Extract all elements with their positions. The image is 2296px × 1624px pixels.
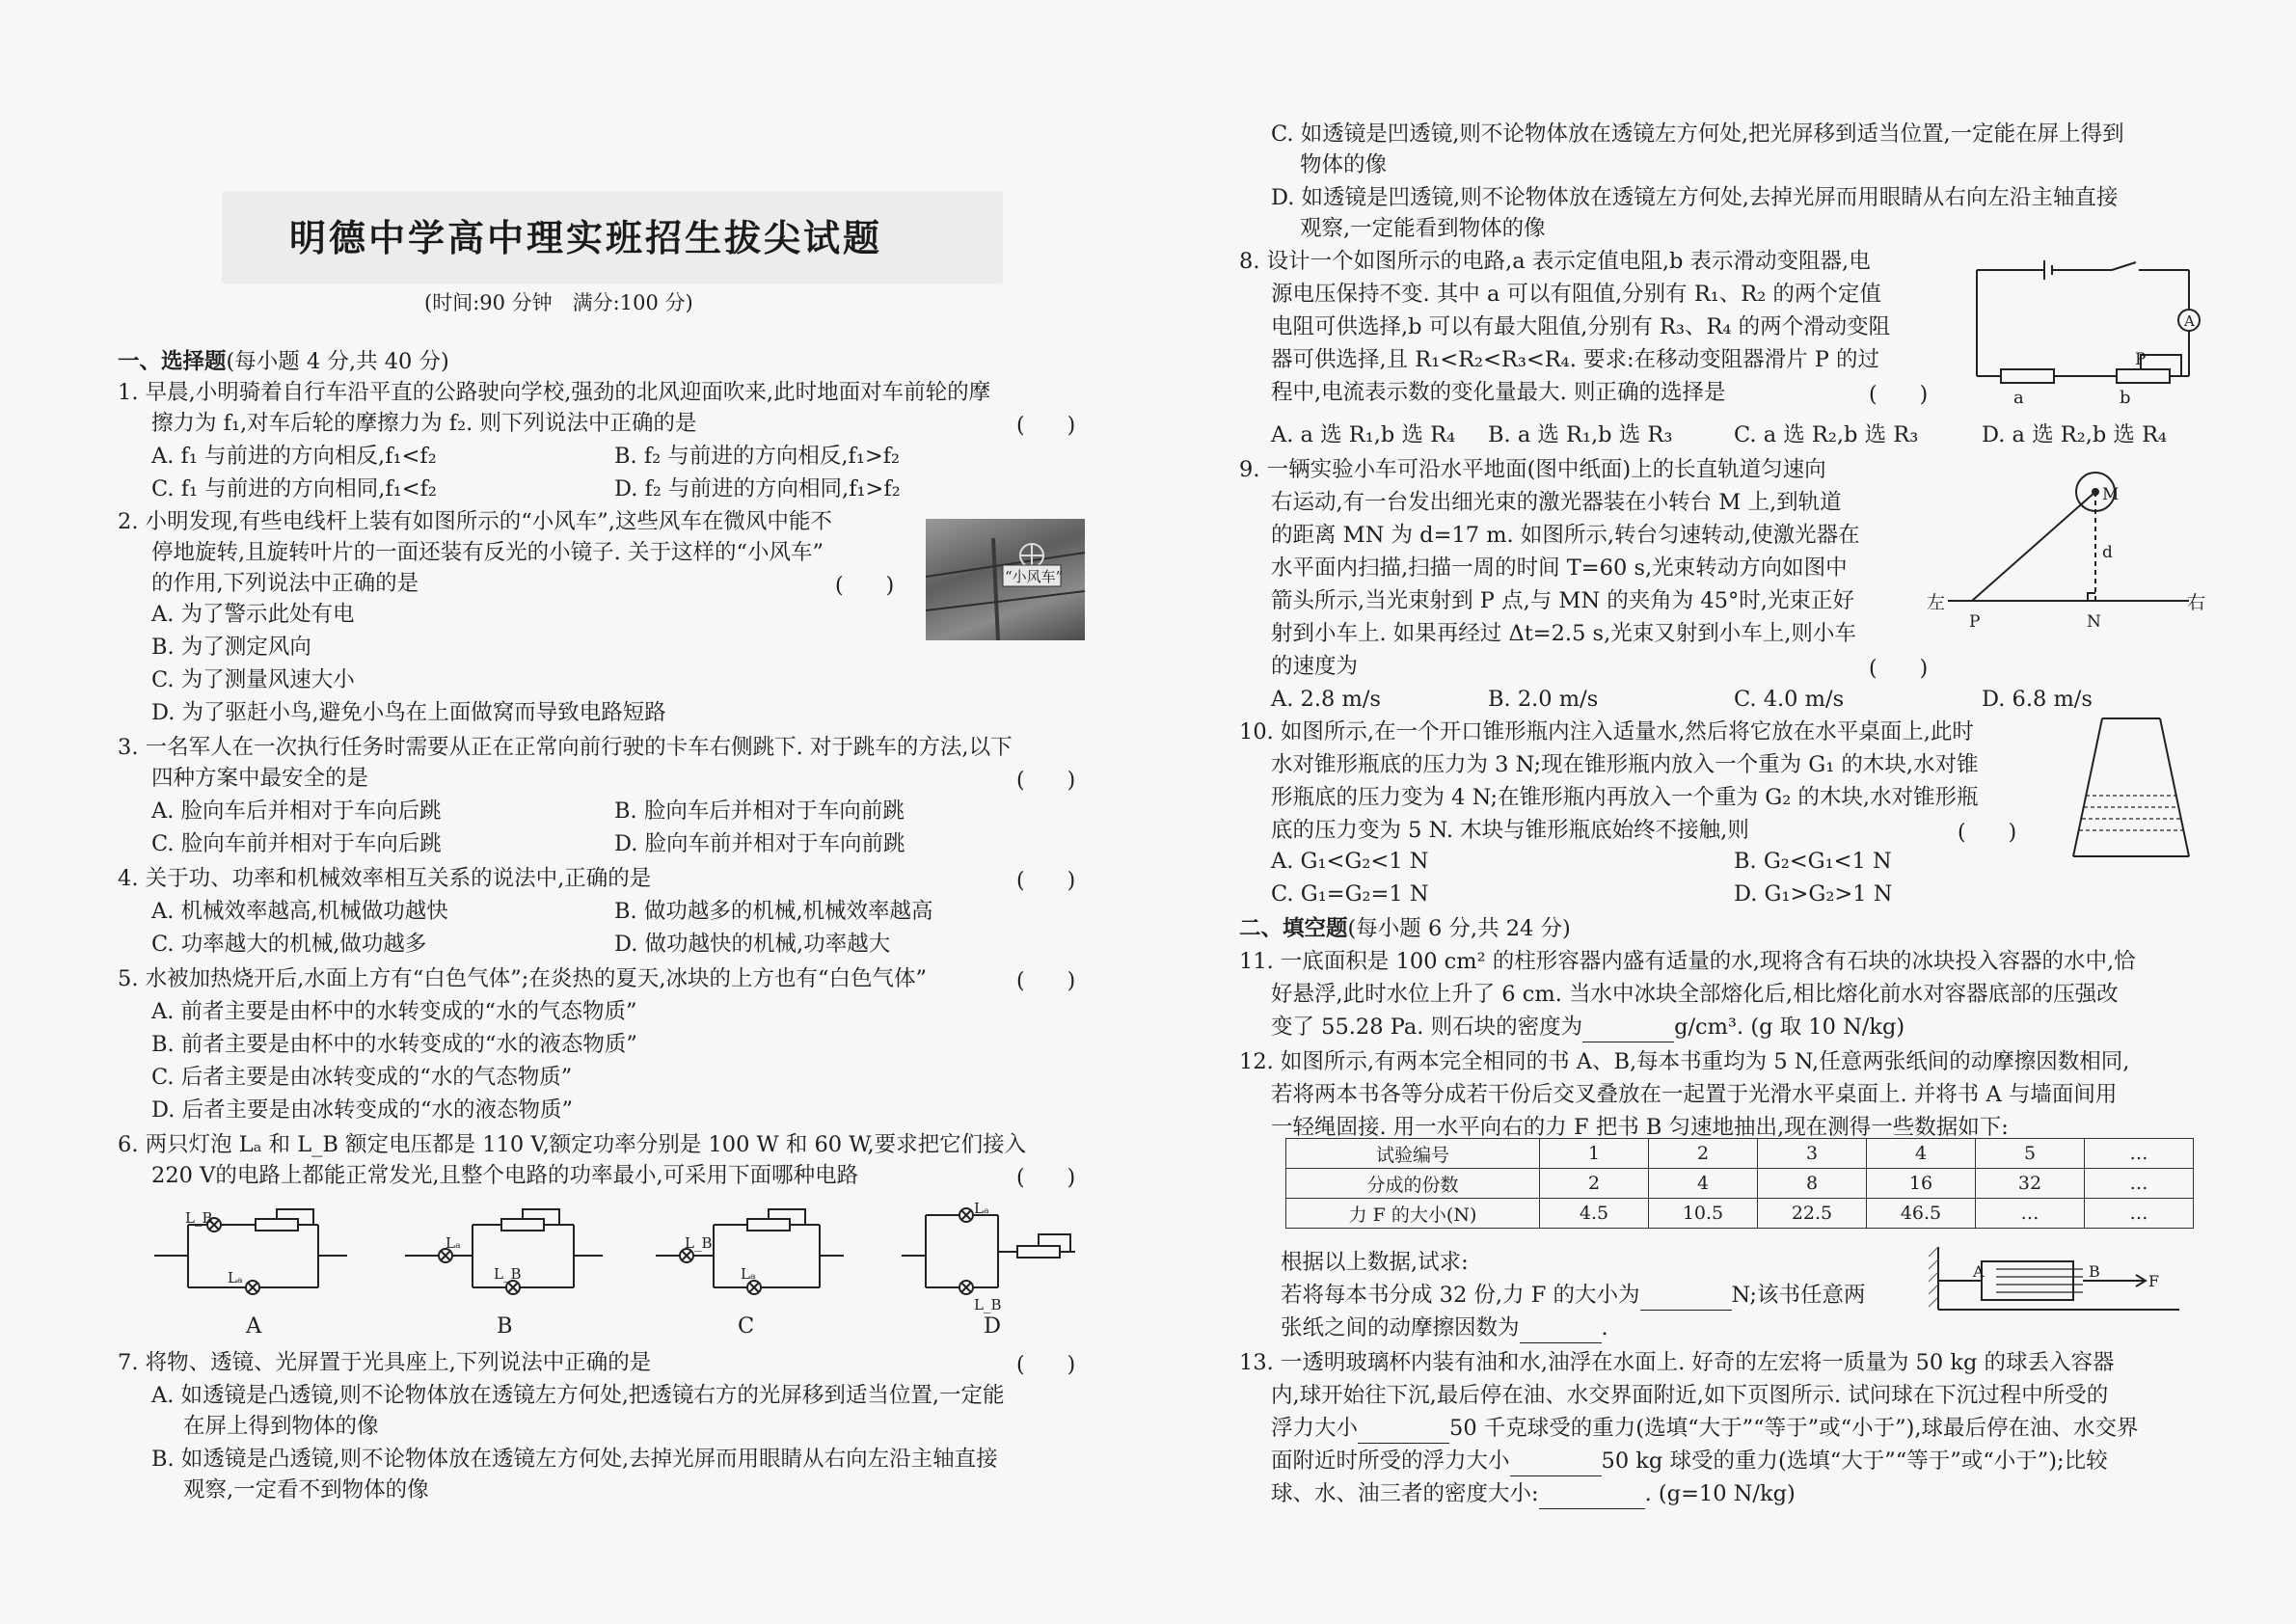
q12-line6-start: 张纸之间的动摩擦因数为: [1281, 1315, 1520, 1340]
q13-buoyancy-sinking-blank[interactable]: [1358, 1414, 1449, 1444]
q12-book-a-label: A: [1973, 1262, 1985, 1281]
q12-friction-blank[interactable]: [1520, 1313, 1602, 1343]
q9-line2: 右运动,有一台发出细光束的激光器装在小转台 M 上,到轨道: [1271, 490, 1842, 515]
exam-title: 明德中学高中理实班招生拔尖试题: [289, 217, 883, 259]
table-cell: 2: [1649, 1139, 1758, 1169]
q2-line3: 的作用,下列说法中正确的是: [151, 571, 419, 596]
section2-heading: [1239, 914, 1571, 943]
q9-option-c: C. 4.0 m/s: [1734, 687, 1845, 712]
q13-line3: [1271, 1414, 2139, 1444]
q8-resistor-a-label: a: [2013, 388, 2024, 408]
q12-book-b-label: B: [2089, 1262, 2100, 1281]
table-cell: 4: [1649, 1169, 1758, 1199]
row-header: 分成的份数: [1286, 1169, 1540, 1199]
circuit-a: [154, 1209, 347, 1294]
table-row: [1286, 1199, 2194, 1229]
q13-line4: [1271, 1447, 2108, 1476]
q1-answer-paren: ( ): [1016, 414, 1076, 438]
circuit-b-lamp-a: Lₐ: [446, 1234, 461, 1252]
q7-option-a-line2: 在屏上得到物体的像: [183, 1414, 379, 1439]
table-cell: 8: [1758, 1169, 1867, 1199]
table-cell: 16: [1867, 1169, 1976, 1199]
q5-answer-paren: ( ): [1016, 969, 1076, 993]
q9-option-d: D. 6.8 m/s: [1982, 687, 2093, 712]
table-cell: 1: [1540, 1139, 1649, 1169]
q8-slider-p-label: P: [2135, 350, 2147, 369]
q12-line5-end: N;该书任意两: [1731, 1283, 1866, 1308]
circuit-c-label: C: [738, 1313, 755, 1339]
circuit-b-label: B: [497, 1313, 513, 1339]
q7-option-b-line2: 观察,一定看不到物体的像: [183, 1477, 429, 1502]
q12-data-table: [1285, 1138, 2194, 1229]
q13-line5-end: . (g=10 N/kg): [1644, 1481, 1796, 1506]
q13-line3-end: 50 千克球受的重力(选填“大于”“等于”或“小于”),球最后停在油、水交界: [1449, 1416, 2139, 1441]
q4-option-a: A. 机械效率越高,机械做功越快: [151, 899, 448, 924]
circuit-a-lamp-b: L_B: [185, 1209, 213, 1227]
q12-line4: 根据以上数据,试求:: [1281, 1250, 1469, 1275]
q6-line2: 220 V的电路上都能正常发光,且整个电路的功率最小,可采用下面哪种电路: [151, 1163, 859, 1188]
section2-title: 二、填空题: [1239, 916, 1348, 941]
q13-line4-end: 50 kg 球受的重力(选填“大于”“等于”或“小于”);比较: [1601, 1448, 2108, 1474]
q12-line6-end: .: [1601, 1315, 1608, 1340]
table-cell: …: [2085, 1139, 2194, 1169]
q11-answer-blank[interactable]: [1582, 1013, 1674, 1042]
section1-note: (每小题 4 分,共 40 分): [226, 349, 449, 374]
q10-option-d: D. G₁>G₂>1 N: [1734, 881, 1893, 907]
q13-density-blank[interactable]: [1539, 1479, 1645, 1509]
q13-line5: [1271, 1479, 1796, 1509]
circuit-c-lamp-b: L_B: [685, 1234, 713, 1252]
q3-option-d: D. 脸向车前并相对于车向前跳: [614, 831, 905, 856]
q8-answer-paren: ( ): [1869, 383, 1929, 407]
table-row: [1286, 1139, 2194, 1169]
q3-line2: 四种方案中最安全的是: [151, 766, 369, 791]
q3-option-b: B. 脸向车后并相对于车向前跳: [614, 798, 905, 824]
exam-subtitle: (时间:90 分钟 满分:100 分): [424, 291, 693, 314]
q12-line3: 一轻绳固接. 用一水平向右的力 F 把书 B 匀速地抽出,现在测得一些数据如下:: [1271, 1115, 2009, 1140]
q7-option-b-line1: B. 如透镜是凸透镜,则不论物体放在透镜左方何处,去掉光屏而用眼睛从右向左沿主轴直接: [151, 1447, 998, 1472]
q9-n-label: N: [2087, 612, 2101, 632]
q10-option-a: A. G₁<G₂<1 N: [1271, 849, 1429, 874]
circuit-b-lamp-b: L_B: [494, 1265, 522, 1283]
windmill-photo-label: “小风车”: [1005, 568, 1064, 585]
q2-option-d: D. 为了驱赶小鸟,避免小鸟在上面做窝而导致电路短路: [151, 700, 666, 725]
table-cell: 22.5: [1758, 1199, 1867, 1229]
q6-line1: 6. 两只灯泡 Lₐ 和 L_B 额定电压都是 110 V,额定功率分别是 100 W 和 60 W,要求把它们接入: [118, 1132, 1027, 1157]
q9-m-label: M: [2102, 485, 2120, 504]
q9-line4: 水平面内扫描,扫描一周的时间 T=60 s,光束转动方向如图中: [1271, 555, 1848, 581]
q9-left-label: 左: [1927, 592, 1946, 613]
q12-line5: [1281, 1281, 1865, 1311]
q9-option-b: B. 2.0 m/s: [1488, 687, 1599, 712]
q12-line5-start: 若将每本书分成 32 份,力 F 的大小为: [1281, 1283, 1640, 1308]
q4-option-d: D. 做功越快的机械,功率越大: [614, 932, 891, 957]
q7-answer-paren: ( ): [1016, 1353, 1076, 1377]
q8-line2: 源电压保持不变. 其中 a 可以有阻值,分别有 R₁、R₂ 的两个定值: [1271, 282, 1881, 307]
q4-option-b: B. 做功越多的机械,机械效率越高: [614, 899, 933, 924]
table-cell: 5: [1976, 1139, 2085, 1169]
q5-option-b: B. 前者主要是由杯中的水转变成的“水的液态物质”: [151, 1032, 637, 1057]
q3-line1: 3. 一名军人在一次执行任务时需要从正在正常向前行驶的卡车右侧跳下. 对于跳车的方法,以下: [118, 735, 1013, 760]
q8-line3: 电阻可供选择,b 可以有最大阻值,分别有 R₃、R₄ 的两个滑动变阻: [1271, 314, 1891, 339]
q8-line5: 程中,电流表示数的变化量最大. 则正确的选择是: [1271, 380, 1726, 405]
q8-option-a: A. a 选 R₁,b 选 R₄: [1271, 422, 1456, 447]
q5-option-d: D. 后者主要是由冰转变成的“水的液态物质”: [151, 1097, 574, 1123]
q7-option-a-line1: A. 如透镜是凸透镜,则不论物体放在透镜左方何处,把透镜右方的光屏移到适当位置,一定能: [151, 1383, 1005, 1408]
q10-option-c: C. G₁=G₂=1 N: [1271, 881, 1429, 907]
q2-line2: 停地旋转,且旋转叶片的一面还装有反光的小镜子. 关于这样的“小风车”: [151, 540, 824, 565]
q7-option-c-line1: C. 如透镜是凹透镜,则不论物体放在透镜左方何处,把光屏移到适当位置,一定能在屏上得到: [1271, 122, 2124, 147]
table-cell: …: [2085, 1199, 2194, 1229]
table-cell: 10.5: [1649, 1199, 1758, 1229]
circuit-d-lamp-b: L_B: [974, 1296, 1002, 1313]
q12-force-blank[interactable]: [1640, 1281, 1732, 1311]
q2-option-b: B. 为了测定风向: [151, 635, 311, 660]
q9-line6: 射到小车上. 如果再经过 Δt=2.5 s,光束又射到小车上,则小车: [1271, 621, 1856, 646]
q1-option-a: A. f₁ 与前进的方向相反,f₁<f₂: [151, 444, 437, 469]
q5-line1: 5. 水被加热烧开后,水面上方有“白色气体”;在炎热的夏天,冰块的上方也有“白色气体”: [118, 966, 928, 991]
q1-line1: 1. 早晨,小明骑着自行车沿平直的公路驶向学校,强劲的北风迎面吹来,此时地面对车前轮的摩: [118, 380, 991, 405]
table-cell: …: [1976, 1199, 2085, 1229]
windmill-photo: [926, 519, 1085, 640]
q8-option-c: C. a 选 R₂,b 选 R₃: [1734, 422, 1919, 447]
circuit-d-lamp-a: Lₐ: [974, 1200, 989, 1217]
q5-option-a: A. 前者主要是由杯中的水转变成的“水的气态物质”: [151, 999, 637, 1024]
q13-line1: 13. 一透明玻璃杯内装有油和水,油浮在水面上. 好奇的左宏将一质量为 50 kg 的球丢入容器: [1239, 1350, 2115, 1375]
section2-note: (每小题 6 分,共 24 分): [1347, 916, 1571, 941]
section1-heading: [118, 347, 449, 376]
q7-line1: 7. 将物、透镜、光屏置于光具座上,下列说法中正确的是: [118, 1350, 652, 1375]
circuit-a-label: A: [246, 1313, 262, 1339]
q12-force-label: F: [2148, 1272, 2160, 1290]
q1-line2: 擦力为 f₁,对车后轮的摩擦力为 f₂. 则下列说法中正确的是: [151, 411, 697, 436]
table-cell: 4.5: [1540, 1199, 1649, 1229]
q2-answer-paren: ( ): [835, 574, 895, 598]
row-header: 力 F 的大小(N): [1286, 1199, 1540, 1229]
row-header: 试验编号: [1286, 1139, 1540, 1169]
q10-line2: 水对锥形瓶底的压力为 3 N;现在锥形瓶内放入一个重为 G₁ 的木块,水对锥: [1271, 752, 1979, 777]
q9-d-label: d: [2102, 543, 2113, 562]
q13-line2: 内,球开始往下沉,最后停在油、水交界面附近,如下页图所示. 试问球在下沉过程中所受的: [1271, 1383, 2109, 1408]
q9-answer-paren: ( ): [1869, 657, 1929, 681]
table-cell: 2: [1540, 1169, 1649, 1199]
circuit-d-label: D: [984, 1313, 1002, 1339]
q7-option-c-line2: 物体的像: [1300, 152, 1388, 177]
q1-option-d: D. f₂ 与前进的方向相同,f₁>f₂: [614, 476, 901, 501]
q12-line2: 若将两本书各等分成若干份后交叉叠放在一起置于光滑水平桌面上. 并将书 A 与墙面间用: [1271, 1082, 2118, 1107]
q10-flask-diagram: [2068, 714, 2194, 863]
q3-option-a: A. 脸向车后并相对于车向后跳: [151, 798, 442, 824]
q7-option-d-line1: D. 如透镜是凹透镜,则不论物体放在透镜左方何处,去掉光屏而用眼睛从右向左沿主轴直接: [1271, 185, 2119, 210]
circuit-a-lamp-a: Lₐ: [228, 1269, 243, 1286]
q5-option-c: C. 后者主要是由冰转变成的“水的气态物质”: [151, 1065, 573, 1090]
q10-line4: 底的压力变为 5 N. 木块与锥形瓶底始终不接触,则: [1271, 818, 1749, 843]
q6-answer-paren: ( ): [1016, 1166, 1076, 1190]
table-row: [1286, 1169, 2194, 1199]
q12-line1: 12. 如图所示,有两本完全相同的书 A、B,每本书重均为 5 N,任意两张纸间的动摩擦因数相同,: [1239, 1049, 2130, 1074]
q10-line3: 形瓶底的压力变为 4 N;在锥形瓶内再放入一个重为 G₂ 的木块,水对锥形瓶: [1271, 785, 1979, 810]
q9-option-a: A. 2.8 m/s: [1271, 687, 1381, 712]
table-cell: 4: [1867, 1139, 1976, 1169]
table-cell: 3: [1758, 1139, 1867, 1169]
section1-title: 一、选择题: [118, 349, 227, 374]
q11-line3-end: g/cm³. (g 取 10 N/kg): [1674, 1015, 1905, 1040]
q8-resistor-b-label: b: [2120, 388, 2131, 408]
q10-line1: 10. 如图所示,在一个开口锥形瓶内注入适量水,然后将它放在水平桌面上,此时: [1239, 719, 1974, 744]
q13-line5-start: 球、水、油三者的密度大小:: [1271, 1481, 1539, 1506]
q9-line3: 的距离 MN 为 d=17 m. 如图所示,转台匀速转动,使激光器在: [1271, 523, 1860, 548]
q10-answer-paren: ( ): [1958, 821, 2017, 845]
q8-line4: 器可供选择,且 R₁<R₂<R₃<R₄. 要求:在移动变阻器滑片 P 的过: [1271, 347, 1880, 372]
q9-right-label: 右: [2187, 592, 2206, 613]
q1-option-c: C. f₁ 与前进的方向相同,f₁<f₂: [151, 476, 437, 501]
q4-answer-paren: ( ): [1016, 869, 1076, 893]
q8-circuit-diagram: [1967, 260, 2208, 395]
q4-option-c: C. 功率越大的机械,做功越多: [151, 932, 427, 957]
circuit-c-lamp-a: Lₐ: [741, 1265, 756, 1283]
q8-option-b: B. a 选 R₁,b 选 R₃: [1488, 422, 1673, 447]
q9-p-label: P: [1969, 612, 1981, 632]
q2-option-c: C. 为了测量风速大小: [151, 667, 355, 692]
table-cell: …: [2085, 1169, 2194, 1199]
q7-option-d-line2: 观察,一定能看到物体的像: [1300, 216, 1546, 241]
q11-line3: [1271, 1013, 1904, 1042]
q11-line3-start: 变了 55.28 Pa. 则石块的密度为: [1271, 1015, 1583, 1040]
q8-option-d: D. a 选 R₂,b 选 R₄: [1982, 422, 2168, 447]
q6-circuit-diagrams: [145, 1205, 1070, 1340]
table-cell: 46.5: [1867, 1199, 1976, 1229]
q3-answer-paren: ( ): [1016, 769, 1076, 793]
q2-line1: 2. 小明发现,有些电线杆上装有如图所示的“小风车”,这些风车在微风中能不: [118, 509, 832, 534]
q1-option-b: B. f₂ 与前进的方向相反,f₁>f₂: [614, 444, 901, 469]
q11-line2: 好悬浮,此时水位上升了 6 cm. 当水中冰块全部熔化后,相比熔化前水对容器底部的压强改: [1271, 982, 2119, 1007]
q11-line1: 11. 一底面积是 100 cm² 的柱形容器内盛有适量的水,现将含有石块的冰块投入容器的水中,恰: [1239, 949, 2136, 974]
q2-option-a: A. 为了警示此处有电: [151, 602, 355, 627]
q12-line6: [1281, 1313, 1608, 1343]
q9-laser-diagram: [1929, 463, 2199, 627]
q13-line3-start: 浮力大小: [1271, 1416, 1359, 1441]
q3-option-c: C. 脸向车前并相对于车向后跳: [151, 831, 442, 856]
q9-line1: 9. 一辆实验小车可沿水平地面(图中纸面)上的长直轨道匀速向: [1239, 457, 1826, 482]
q8-line1: 8. 设计一个如图所示的电路,a 表示定值电阻,b 表示滑动变阻器,电: [1239, 249, 1871, 274]
q9-line7: 的速度为: [1271, 654, 1359, 679]
q13-buoyancy-rest-blank[interactable]: [1510, 1447, 1602, 1476]
q8-ammeter-label: A: [2184, 312, 2195, 330]
table-cell: 32: [1976, 1169, 2085, 1199]
q10-option-b: B. G₂<G₁<1 N: [1734, 849, 1892, 874]
q4-line1: 4. 关于功、功率和机械效率相互关系的说法中,正确的是: [118, 866, 652, 891]
q13-line4-start: 面附近时所受的浮力大小: [1271, 1448, 1510, 1474]
q9-line5: 箭头所示,当光束射到 P 点,与 MN 的夹角为 45°时,光束正好: [1271, 588, 1854, 613]
